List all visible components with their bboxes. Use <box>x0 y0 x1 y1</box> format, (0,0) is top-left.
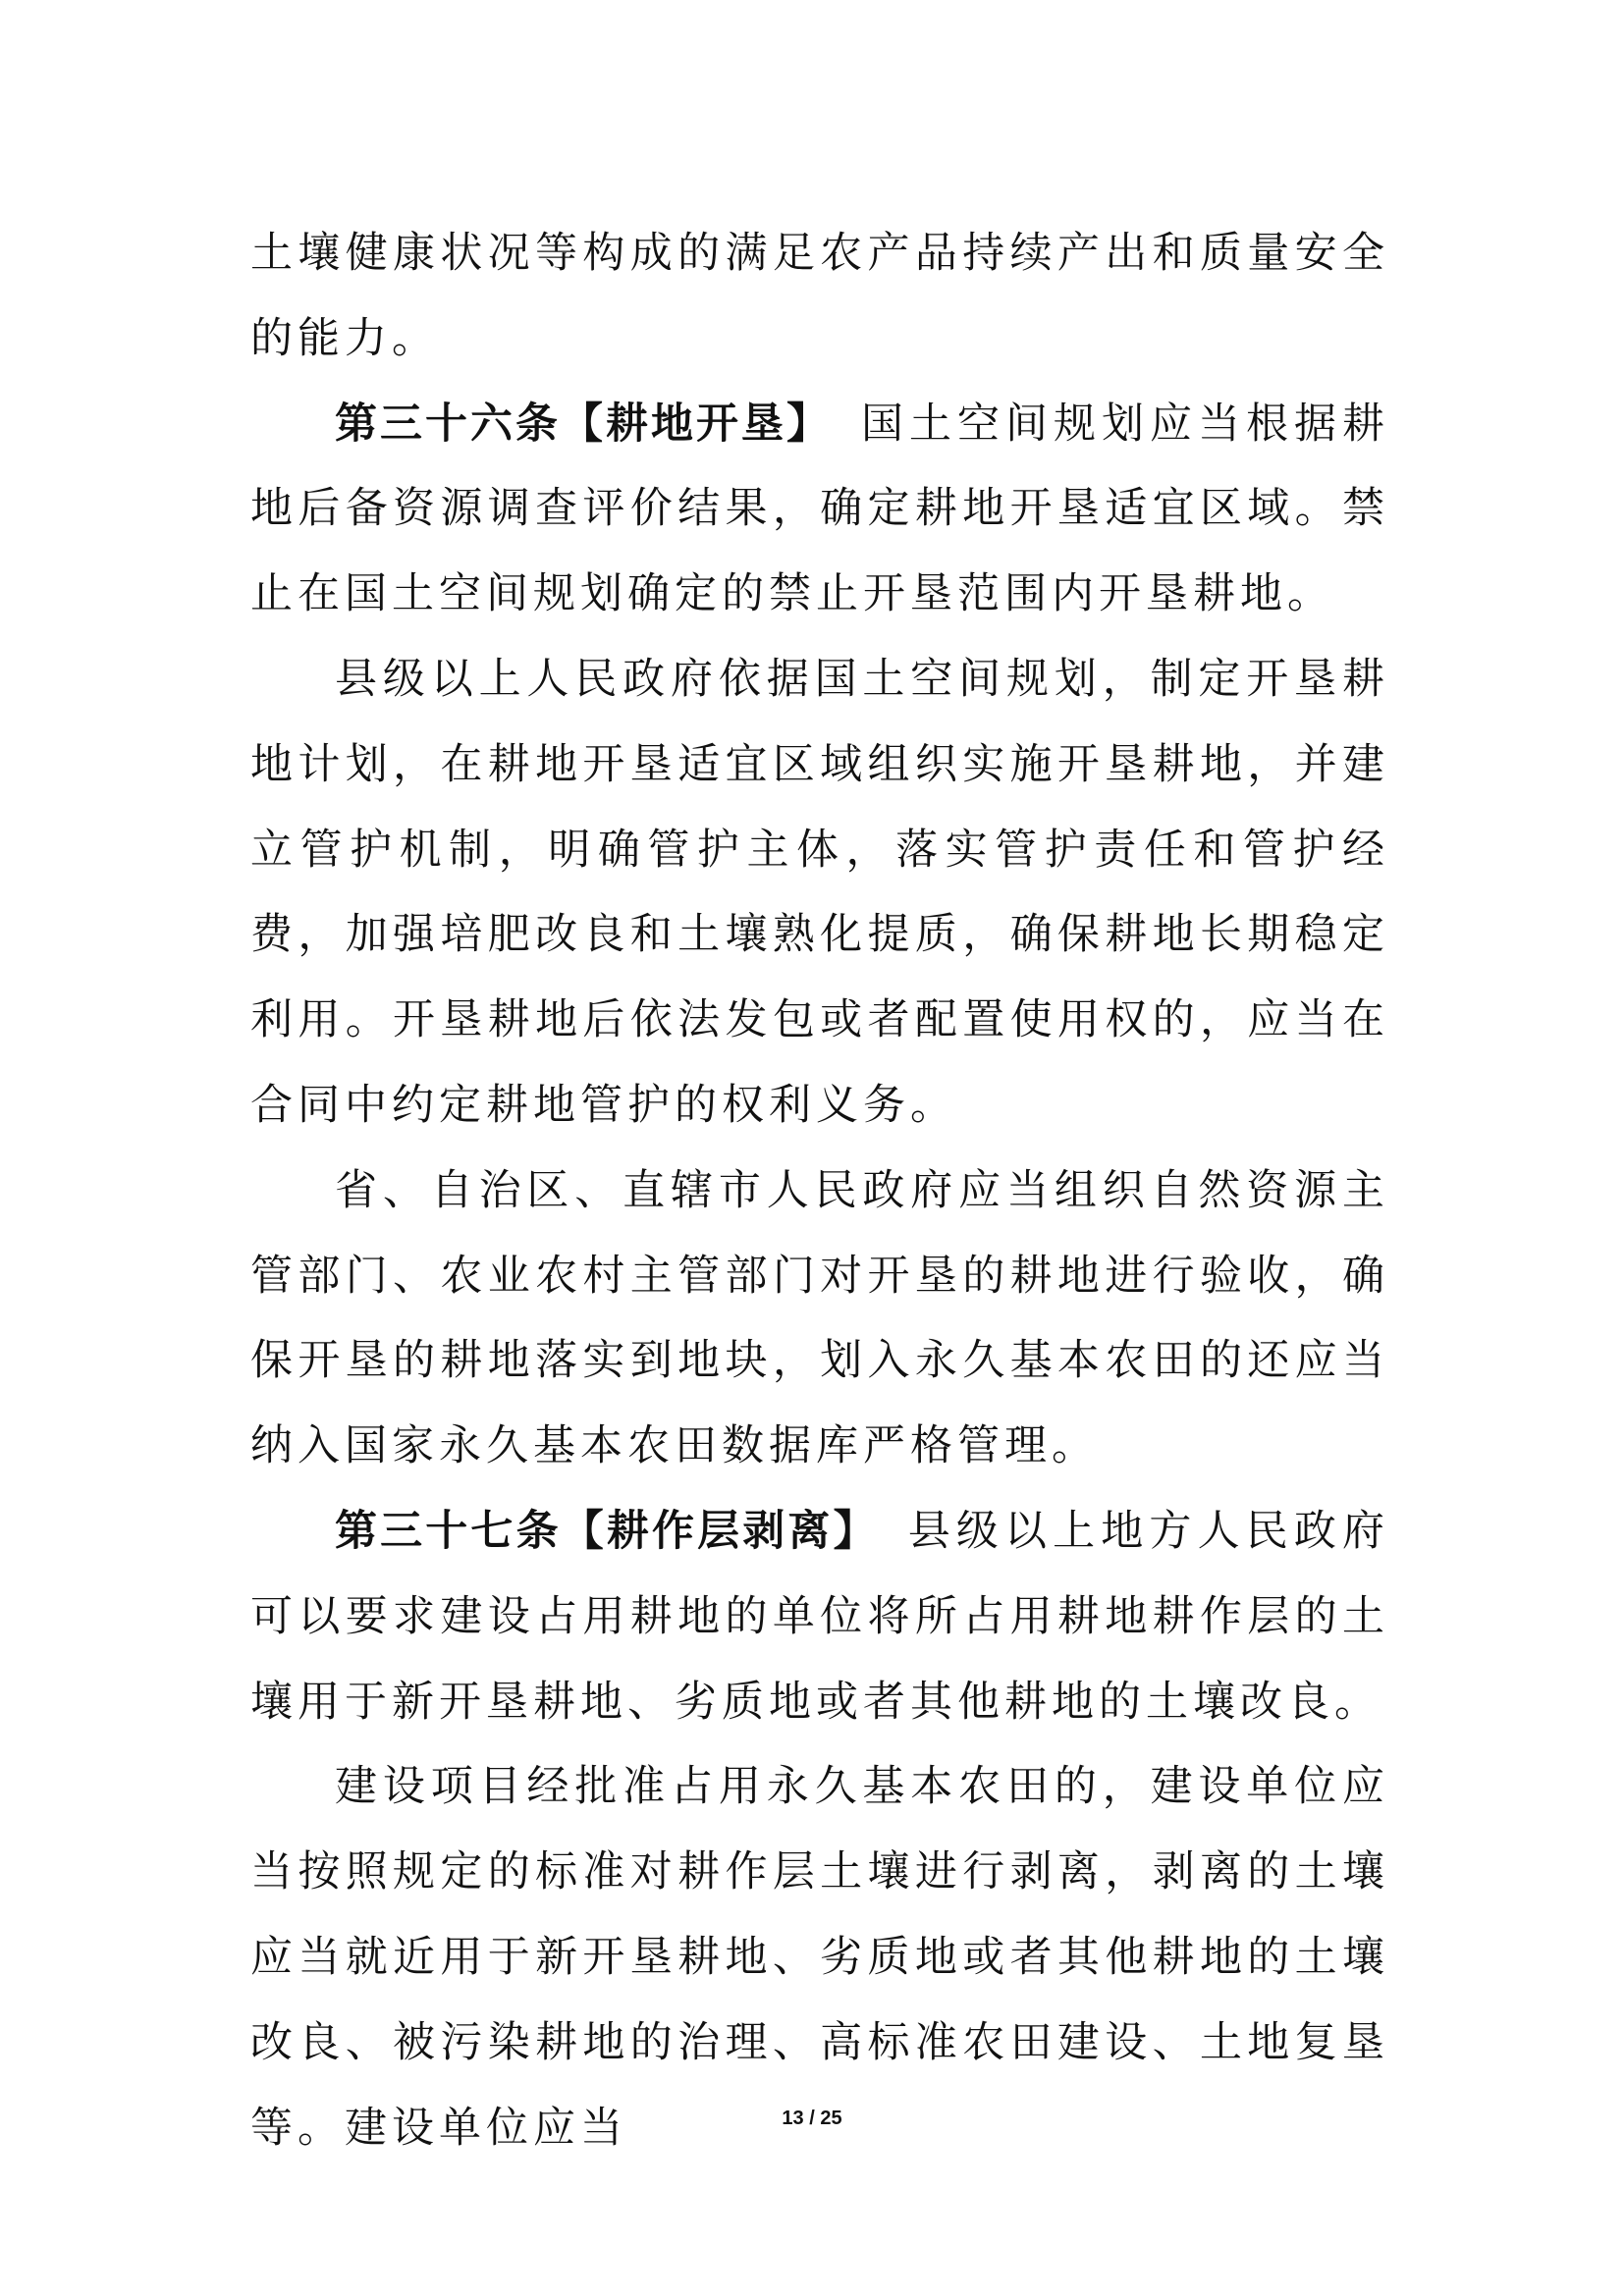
paragraph-continuation <box>250 211 1389 382</box>
paragraph-text: 省、自治区、直辖市人民政府应当组织自然资源主管部门、农业农村主管部门对开垦的耕地进行验收，确保开垦的耕地落实到地块，划入永久基本农田的还应当纳入国家永久基本农田数据库严格管理。 <box>250 1165 1389 1471</box>
paragraph-text: 土壤健康状况等构成的满足农产品持续产出和质量安全的能力。 <box>250 229 1389 363</box>
article-37-paragraph <box>250 1489 1389 1744</box>
article-36-clause-2 <box>250 637 1389 1148</box>
document-body <box>250 211 1389 2170</box>
paragraph-text: 县级以上人民政府依据国土空间规划，制定开垦耕地计划，在耕地开垦适宜区域组织实施开垦耕地，并建立管护机制，明确管护主体，落实管护责任和管护经费，加强培肥改良和土壤熟化提质，确保耕地长期稳定利用。开垦耕地后依法发包或者配置使用权的，应当在合同中约定耕地管护的权利义务。 <box>250 654 1389 1130</box>
article-36-clause-3 <box>250 1148 1389 1489</box>
paragraph-text: 国土空间规划应当根据耕地后备资源调查评价结果，确定耕地开垦适宜区域。禁止在国土空间规划确定的禁止开垦范围内开垦耕地。 <box>250 399 1389 619</box>
paragraph-text: 建设项目经批准占用永久基本农田的，建设单位应当按照规定的标准对耕作层土壤进行剥离，剥离的土壤应当就近用于新开垦耕地、劣质地或者其他耕地的土壤改良、被污染耕地的治理、高标准农田建设、土地复垦等。建设单位应当 <box>250 1762 1389 2153</box>
page-number: 13 / 25 <box>782 2108 842 2129</box>
article-heading: 第三十七条【耕作层剥离】 <box>335 1506 879 1556</box>
article-heading: 第三十六条【耕地开垦】 <box>335 399 832 449</box>
paragraph-text: 县级以上地方人民政府可以要求建设占用耕地的单位将所占用耕地耕作层的土壤用于新开垦耕地、劣质地或者其他耕地的土壤改良。 <box>250 1506 1390 1727</box>
article-36-paragraph <box>250 382 1389 637</box>
